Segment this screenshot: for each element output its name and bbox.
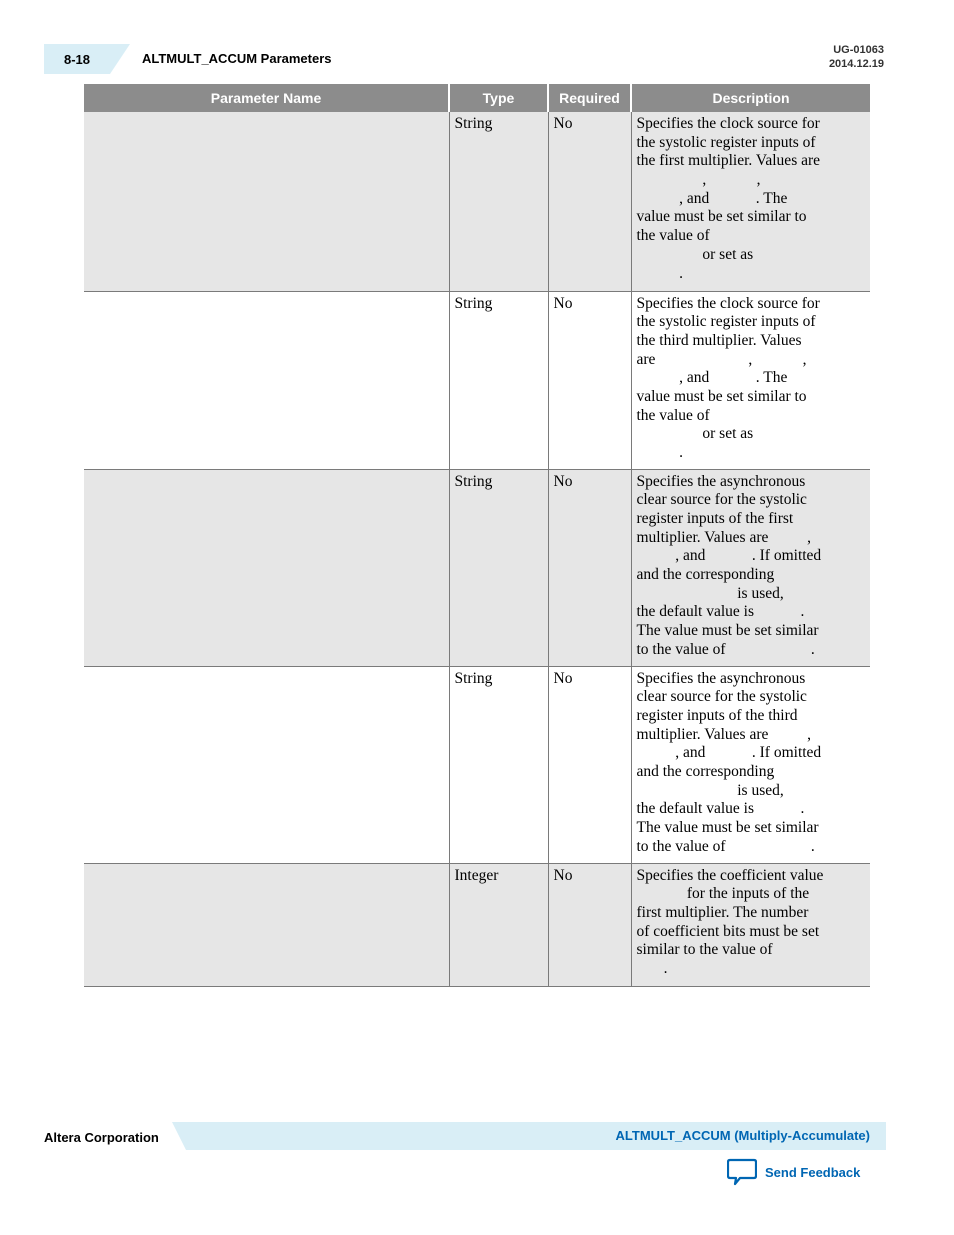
send-feedback-label: Send Feedback: [765, 1164, 861, 1180]
description-line: Specifies the asynchronous: [636, 472, 806, 490]
description-line: the default value is .: [636, 800, 805, 818]
table-row: [84, 666, 870, 863]
parameter-name-cell: [84, 291, 449, 469]
send-feedback-link[interactable]: [727, 1158, 860, 1186]
required-cell: No: [548, 863, 631, 986]
description-line: , and . If omitted: [636, 547, 822, 565]
description-line: The value must be set similar: [636, 819, 819, 836]
table-row: [84, 291, 870, 469]
required-cell: No: [548, 666, 631, 863]
document-meta: [829, 43, 884, 71]
description-line: The value must be set similar: [636, 622, 819, 639]
page-tab-wedge: [110, 44, 130, 74]
parameters-table: [84, 84, 870, 987]
description-line: to the value of .: [636, 640, 815, 658]
page-number-tab: [44, 44, 110, 74]
description-line: register inputs of the first: [636, 509, 794, 527]
table-row: [84, 469, 870, 666]
footer-company: Altera Corporation: [44, 1130, 159, 1145]
description-line: multiplier. Values are ,: [636, 528, 811, 546]
description-line: multiplier. Values are ,: [636, 725, 811, 743]
type-cell: Integer: [449, 863, 548, 986]
description-line: or set as: [636, 425, 754, 443]
description-line: Specifies the coefficient value: [636, 866, 824, 884]
parameter-name-cell: [84, 863, 449, 986]
document-date: 2014.12.19: [828, 58, 884, 70]
type-cell: String: [449, 112, 548, 291]
document-id: UG-01063: [833, 44, 884, 56]
description-line: is used,: [636, 584, 784, 602]
description-line: .: [636, 444, 683, 461]
description-line: .: [636, 959, 668, 977]
section-title: ALTMULT_ACCUM Parameters: [142, 51, 332, 66]
description-line: and the corresponding: [636, 762, 775, 780]
description-line: .: [636, 264, 683, 282]
description-line: to the value of .: [636, 837, 815, 855]
description-line: first multiplier. The number: [636, 903, 809, 921]
description-line: the third multiplier. Values: [636, 331, 802, 349]
required-cell: No: [548, 112, 631, 291]
description-line: value must be set similar to: [636, 208, 807, 226]
parameter-name-cell: [84, 469, 449, 666]
description-cell: [631, 469, 870, 666]
parameter-name-cell: [84, 666, 449, 863]
description-line: , ,: [636, 171, 761, 189]
description-line: value must be set similar to: [636, 387, 807, 405]
description-line: similar to the value of: [636, 941, 773, 959]
page-number: 8-18: [63, 51, 91, 67]
description-line: for the inputs of the: [636, 885, 810, 903]
description-cell: [631, 112, 870, 291]
description-line: clear source for the systolic: [636, 491, 807, 509]
description-cell: [631, 291, 870, 469]
description-cell: [631, 863, 870, 986]
type-cell: String: [449, 291, 548, 469]
description-line: the systolic register inputs of: [636, 313, 816, 331]
table-header-row: [84, 84, 870, 112]
column-header-type: Type: [449, 84, 548, 112]
description-line: or set as: [636, 245, 754, 263]
feedback-speech-bubble-icon: [727, 1158, 757, 1186]
description-line: Specifies the asynchronous: [636, 669, 806, 687]
description-line: the systolic register inputs of: [636, 133, 816, 151]
description-line: register inputs of the third: [636, 706, 798, 724]
description-line: of coefficient bits must be set: [636, 922, 820, 940]
column-header-parameter-name: Parameter Name: [84, 84, 449, 112]
column-header-required: Required: [548, 84, 631, 112]
table-row: [84, 863, 870, 986]
description-line: the value of: [636, 227, 710, 245]
description-cell: [631, 666, 870, 863]
required-cell: No: [548, 291, 631, 469]
footer-doc-title-link[interactable]: ALTMULT_ACCUM (Multiply-Accumulate): [615, 1128, 870, 1143]
description-line: Specifies the clock source for: [636, 115, 820, 132]
description-line: , and . If omitted: [636, 744, 822, 762]
description-line: Specifies the clock source for: [636, 294, 820, 312]
description-line: the first multiplier. Values are: [636, 152, 821, 170]
description-line: , and . The: [636, 189, 788, 207]
parameter-name-cell: [84, 112, 449, 291]
description-line: , and . The: [636, 369, 788, 387]
column-header-description: Description: [631, 84, 870, 112]
description-line: is used,: [636, 781, 784, 799]
type-cell: String: [449, 666, 548, 863]
required-cell: No: [548, 469, 631, 666]
type-cell: String: [449, 469, 548, 666]
description-line: and the corresponding: [636, 565, 775, 583]
description-line: clear source for the systolic: [636, 688, 807, 706]
description-line: the default value is .: [636, 603, 805, 621]
description-line: are , ,: [636, 350, 807, 368]
table-row: [84, 112, 870, 291]
description-line: the value of: [636, 406, 710, 424]
